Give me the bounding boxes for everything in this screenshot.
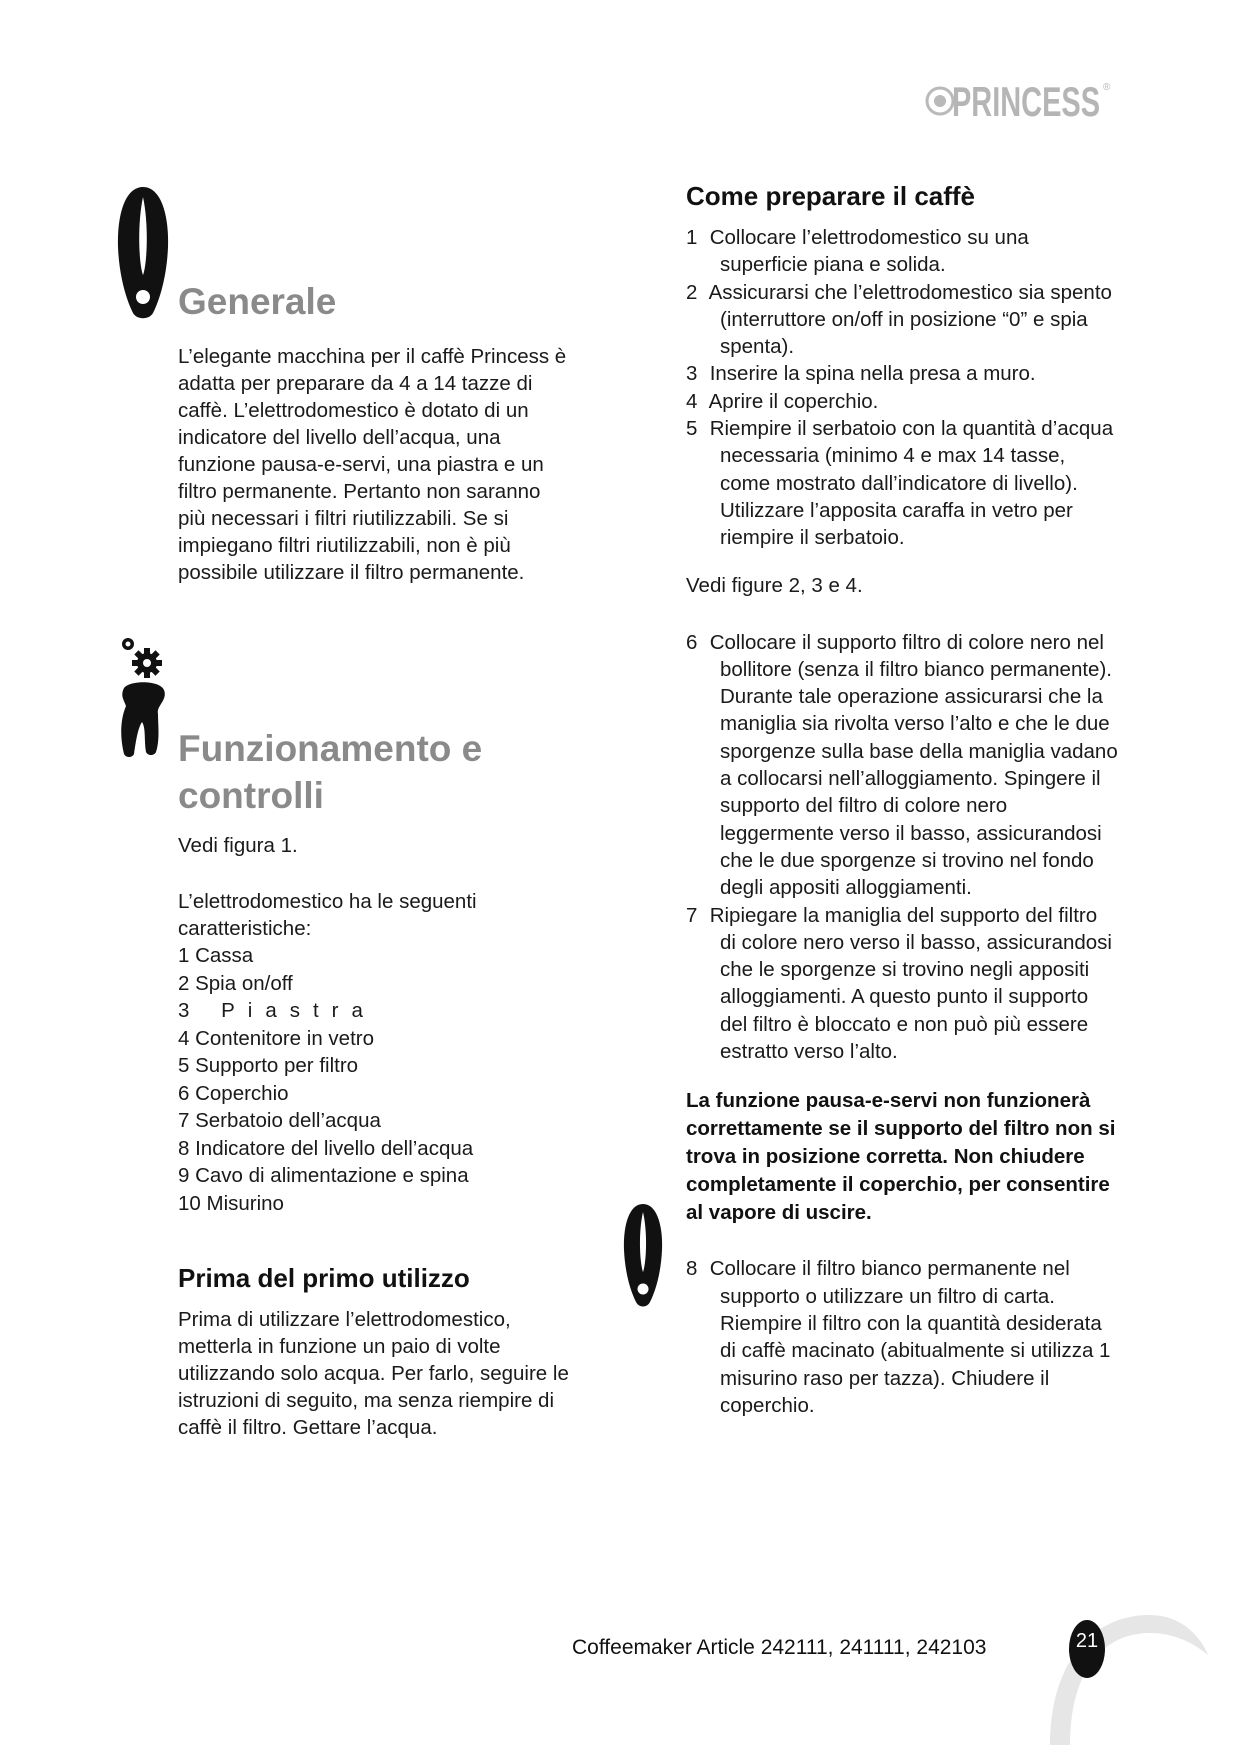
- steps-list-a: [686, 224, 1118, 552]
- feature-item: 10 Misurino: [178, 1191, 284, 1215]
- primo-utilizzo-title: Prima del primo utilizzo: [178, 1263, 470, 1293]
- step-2: 2 Assicurarsi che l’elettrodomestico sia spento (interruttore on/off in posizione “0” e spia spenta).: [686, 280, 1112, 359]
- generale-line: L’elegante macchina per il caffè Princess è: [178, 345, 567, 368]
- feature-item: 3 Piastra: [178, 999, 376, 1022]
- generale-title: Generale: [178, 281, 337, 322]
- step-8: 8 Collocare il filtro bianco permanente nel supporto o utilizzare un filtro di carta. Riempire il filtro con la quantità desiderata di caffè macinato (abitualmente si utilizza 1 misurino raso per tazza). Chiudere il coperchio.: [686, 1257, 1111, 1417]
- brand-name: PRINCESS: [952, 78, 1100, 125]
- primo-utilizzo-line: caffè il filtro. Gettare l’acqua.: [178, 1416, 438, 1439]
- section-generale: [178, 278, 618, 586]
- page-number: 21: [1069, 1620, 1105, 1678]
- generale-line: indicatore del livello dell’acqua, una: [178, 426, 501, 449]
- primo-utilizzo-line: metterla in funzione un paio di volte: [178, 1335, 501, 1358]
- step-5: 5 Riempire il serbatoio con la quantità d’acqua necessaria (minimo 4 e max 14 tasse, come mostrato dall’indicatore di livello). Utilizzare l’apposita caraffa in vetro per riempire il serbatoio.: [686, 417, 1114, 550]
- brand-registered: ®: [1103, 82, 1111, 93]
- step-1: 1 Collocare l’elettrodomestico su una superficie piana e solida.: [686, 226, 1029, 277]
- primo-utilizzo-line: Prima di utilizzare l’elettrodomestico,: [178, 1308, 511, 1331]
- exclamation-warning-icon-small: [620, 1202, 666, 1310]
- generale-line: filtro permanente. Pertanto non saranno: [178, 480, 541, 503]
- features-list: [178, 942, 618, 1217]
- steps-list-c: [686, 1255, 1118, 1419]
- funzionamento-title-line1: Funzionamento e: [178, 728, 483, 769]
- princess-logo: [922, 70, 1122, 130]
- feature-item: 4 Contenitore in vetro: [178, 1026, 375, 1050]
- feature-item: 9 Cavo di alimentazione e spina: [178, 1164, 469, 1187]
- primo-utilizzo-line: istruzioni di seguito, ma senza riempire di: [178, 1389, 554, 1412]
- section-come-preparare: [686, 180, 1118, 1419]
- generale-line: caffè. L’elettrodomestico è dotato di un: [178, 399, 529, 422]
- generale-line: impiegano filtri riutilizzabili, non è più: [178, 534, 511, 557]
- section-funzionamento: [178, 725, 618, 1217]
- feature-item: 5 Supporto per filtro: [178, 1054, 359, 1077]
- generale-line: adatta per preparare da 4 a 14 tazze di: [178, 372, 533, 395]
- generale-line: possibile utilizzare il filtro permanente.: [178, 561, 525, 584]
- section-primo-utilizzo: [178, 1262, 618, 1441]
- feature-item: 7 Serbatoio dell’acqua: [178, 1109, 381, 1132]
- funzionamento-title-line2: controlli: [178, 775, 324, 816]
- settings-person-icon: [116, 636, 172, 760]
- feature-item: 1 Cassa: [178, 944, 254, 967]
- footer-article: Coffeemaker Article 242111, 241111, 242103: [572, 1636, 987, 1659]
- features-intro-2: caratteristiche:: [178, 917, 312, 940]
- step-3: 3 Inserire la spina nella presa a muro.: [686, 362, 1036, 386]
- generale-line: funzione pausa-e-servi, una piastra e un: [178, 453, 544, 476]
- generale-line: più necessari i filtri riutilizzabili. Se si: [178, 507, 509, 530]
- feature-item: 6 Coperchio: [178, 1081, 289, 1105]
- footer-swoosh-decoration: [1040, 1595, 1210, 1745]
- step-4: 4 Aprire il coperchio.: [686, 389, 879, 413]
- features-intro: L’elettrodomestico ha le seguenti: [178, 890, 477, 913]
- exclamation-warning-icon: [113, 185, 173, 323]
- steps-list-b: [686, 629, 1118, 1066]
- feature-item: 2 Spia on/off: [178, 971, 293, 995]
- step-6: 6 Collocare il supporto filtro di colore nero nel bollitore (senza il filtro bianco permanente). Durante tale operazione assicurarsi che la maniglia sia rivolta verso l’alto e che le due sporgenze sulla base della maniglia vadano a collocarsi nell’alloggiamento. Spingere il supporto del filtro di colore nero leggermente verso il basso, assicurandosi che le due sporgenze si trovino nel fondo degli appositi alloggiamenti.: [686, 630, 1118, 900]
- primo-utilizzo-line: utilizzando solo acqua. Per farlo, seguire le: [178, 1362, 569, 1385]
- feature-item: 8 Indicatore del livello dell’acqua: [178, 1136, 474, 1160]
- see-figure-1: Vedi figura 1.: [178, 834, 298, 857]
- see-figures-2-3-4: Vedi figure 2, 3 e 4.: [686, 573, 863, 597]
- step-7: 7 Ripiegare la maniglia del supporto del filtro di colore nero verso il basso, assicurandosi che le sporgenze si trovino negli appositi alloggiamenti. A questo punto il supporto del filtro è bloccato e non può più essere estratto verso l’alto.: [686, 903, 1112, 1064]
- come-preparare-title: Come preparare il caffè: [686, 181, 976, 211]
- warning-note: La funzione pausa-e-servi non funzionerà correttamente se il supporto del filtro non si trova in posizione corretta. Non chiudere completamente il coperchio, per consentire al vapore di uscire.: [686, 1089, 1116, 1225]
